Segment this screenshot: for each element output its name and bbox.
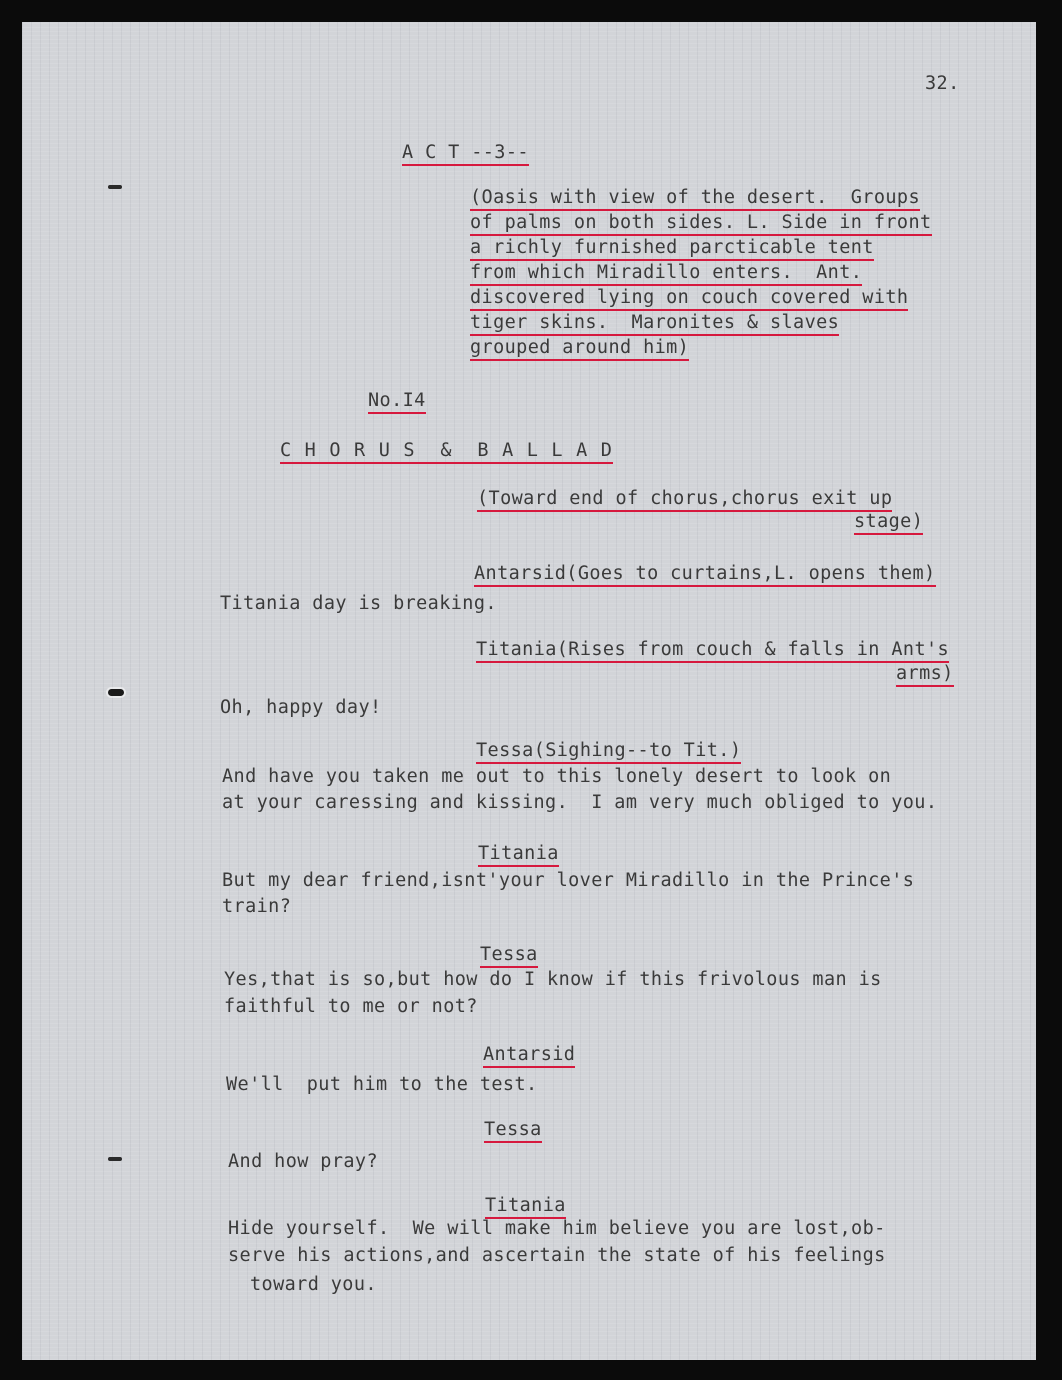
speaker-cue: Titania [478, 845, 559, 867]
speaker-cue: Tessa [480, 946, 538, 968]
stage-direction-line: stage) [854, 513, 923, 535]
page-number: 32. [925, 73, 960, 94]
stage-direction-line: tiger skins. Maronites & slaves [470, 314, 839, 336]
dialogue-line: Oh, happy day! [220, 697, 382, 718]
punch-mark-icon [108, 185, 122, 189]
speaker-cue: Titania [485, 1197, 566, 1219]
speaker-cue: Antarsid(Goes to curtains,L. opens them) [474, 565, 936, 587]
speaker-cue: Tessa [484, 1121, 542, 1143]
stage-direction-line: from which Miradillo enters. Ant. [470, 264, 862, 286]
dialogue-line: toward you. [250, 1274, 377, 1295]
dialogue-line: Yes,that is so,but how do I know if this frivolous man is [224, 969, 882, 990]
act-heading: A C T --3-- [402, 144, 529, 166]
dialogue-line: at your caressing and kissing. I am very much obliged to you. [222, 792, 938, 813]
stage-direction-line: a richly furnished parcticable tent [470, 239, 874, 261]
dialogue-line: And have you taken me out to this lonely desert to look on [222, 766, 892, 787]
punch-hole-icon [108, 689, 124, 696]
stage-direction-line: (Oasis with view of the desert. Groups [470, 189, 920, 211]
number-label: No.I4 [368, 392, 426, 414]
stage-direction-line: grouped around him) [470, 339, 689, 361]
punch-mark-icon [108, 1157, 122, 1161]
dialogue-line: faithful to me or not? [224, 996, 478, 1017]
stage-direction-line: of palms on both sides. L. Side in front [470, 214, 932, 236]
speaker-cue: Antarsid [483, 1046, 575, 1068]
speaker-cue: arms) [896, 665, 954, 687]
dialogue-line: train? [222, 896, 292, 917]
dialogue-line: Titania day is breaking. [220, 593, 497, 614]
dialogue-line: And how pray? [228, 1151, 378, 1172]
section-title: C H O R U S & B A L L A D [280, 442, 613, 464]
dialogue-line: serve his actions,and ascertain the state of his feelings [228, 1245, 886, 1266]
dialogue-line: We'll put him to the test. [226, 1074, 538, 1095]
speaker-cue: Tessa(Sighing--to Tit.) [476, 742, 741, 764]
speaker-cue: Titania(Rises from couch & falls in Ant's [476, 641, 949, 663]
typescript-page [22, 22, 1036, 1360]
stage-direction-line: (Toward end of chorus,chorus exit up [477, 490, 892, 512]
dialogue-line: Hide yourself. We will make him believe you are lost,ob- [228, 1218, 886, 1239]
stage-direction-line: discovered lying on couch covered with [470, 289, 908, 311]
dialogue-line: But my dear friend,isnt'your lover Miradillo in the Prince's [222, 870, 915, 891]
